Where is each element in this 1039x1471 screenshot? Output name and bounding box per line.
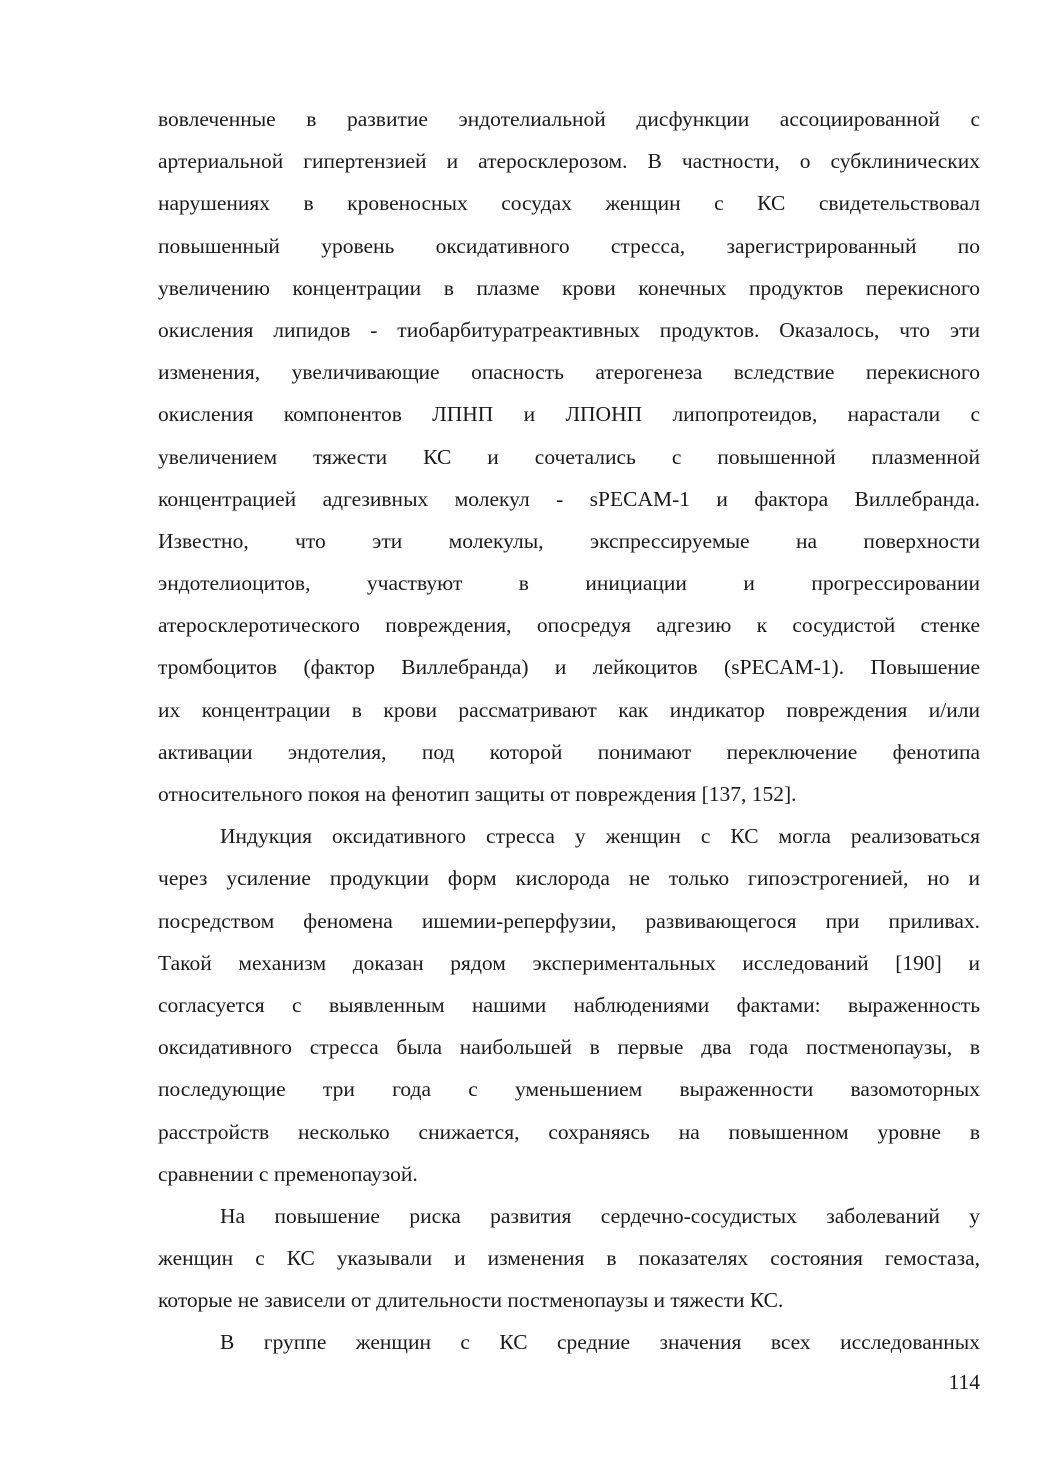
text-line: активации эндотелия, под которой понимают переключение фенотипа [158,739,980,764]
text-line: окисления компонентов ЛПНП и ЛПОНП липопротеидов, нарастали с [158,402,980,427]
text-line: окисления липидов - тиобарбитуратреактивных продуктов. Оказалось, что эти [158,317,980,342]
text-line: эндотелиоцитов, участвуют в инициации и прогрессировании [158,571,980,596]
text-line: вовлеченные в развитие эндотелиальной дисфункции ассоциированной с [158,107,980,131]
text-line: изменения, увеличивающие опасность атерогенеза вследствие перекисного [158,360,980,385]
text-line: расстройств несколько снижается, сохраняясь на повышенном уровне в [158,1119,980,1144]
page-number: 114 [948,1370,980,1394]
text-line: через усиление продукции форм кислорода не только гипоэстрогенией, но и [158,866,980,891]
text-line: согласуется с выявленным нашими наблюдениями фактами: выраженность [158,992,980,1017]
text-line: увеличению концентрации в плазме крови конечных продуктов перекисного [158,275,980,300]
text-line: последующие три года с уменьшением выраженности вазомоторных [158,1077,980,1102]
text-line: повышенный уровень оксидативного стресса, зарегистрированный по [158,233,980,258]
text-line: нарушениях в кровеносных сосудах женщин с КС свидетельствовал [158,191,980,216]
text-line: артериальной гипертензией и атеросклерозом. В частности, о субклинических [158,149,980,174]
body-text [158,98,980,1364]
text-line: концентрацией адгезивных молекул - sPECAM-1 и фактора Виллебранда. [158,486,980,511]
text-line: тромбоцитов (фактор Виллебранда) и лейкоцитов (sPECAM-1). Повышение [158,655,980,680]
text-line: которые не зависели от длительности постменопаузы и тяжести КС. [158,1288,784,1313]
text-line: атеросклеротического повреждения, опосредуя адгезию к сосудистой стенке [158,613,980,638]
text-line: оксидативного стресса была наибольшей в первые два года постменопаузы, в [158,1035,980,1060]
text-line: их концентрации в крови рассматривают как индикатор повреждения и/или [158,697,980,722]
text-line: женщин с КС указывали и изменения в показателях состояния гемостаза, [158,1246,980,1271]
text-line: относительного покоя на фенотип защиты от повреждения [137, 152]. [158,782,797,806]
text-line: Такой механизм доказан рядом экспериментальных исследований [190] и [158,950,980,975]
text-line: В группе женщин с КС средние значения всех исследованных [220,1330,980,1355]
text-line: увеличением тяжести КС и сочетались с повышенной плазменной [158,444,980,469]
text-line: посредством феномена ишемии-реперфузии, развивающегося при приливах. [158,908,980,933]
text-line: Известно, что эти молекулы, экспрессируемые на поверхности [158,528,980,553]
text-line: сравнении с пременопаузой. [158,1161,418,1186]
text-line: Индукция оксидативного стресса у женщин с КС могла реализоваться [220,824,980,849]
text-line: На повышение риска развития сердечно-сосудистых заболеваний у [220,1203,980,1228]
